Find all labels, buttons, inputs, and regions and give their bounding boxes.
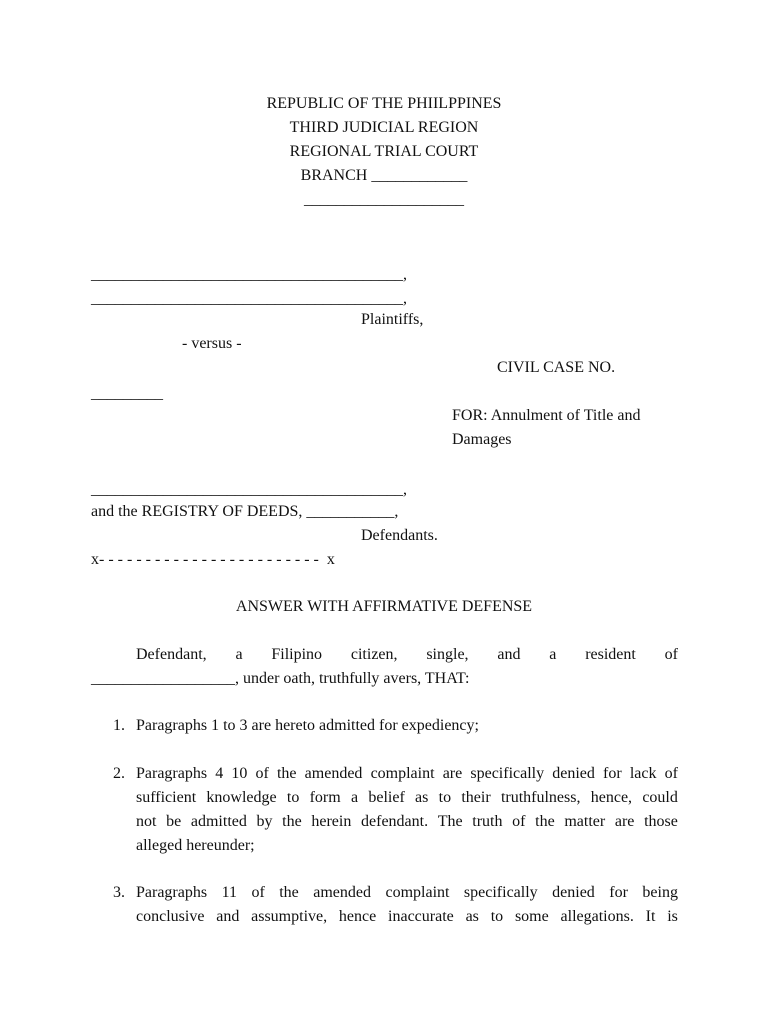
- intro-word: single,: [426, 646, 469, 663]
- plaintiff-name-blank-2: _______________________________________,: [91, 290, 407, 307]
- justified-word: to: [286, 789, 300, 806]
- paragraph-1-line: Paragraphs 1 to 3 are hereto admitted for expediency;: [136, 717, 479, 734]
- nature-of-action-line1: FOR: Annulment of Title and: [452, 407, 641, 424]
- justified-word: the: [276, 765, 297, 782]
- paragraph-number: 2.: [113, 765, 125, 782]
- justified-word: matter: [564, 813, 606, 830]
- justified-word: 4: [215, 765, 224, 782]
- justified-word: It: [645, 908, 656, 925]
- justified-word: are: [442, 765, 463, 782]
- justified-word: belief: [368, 789, 405, 806]
- defendants-label: Defendants.: [361, 527, 438, 544]
- justified-word: denied: [552, 884, 595, 901]
- justified-word: lack: [629, 765, 657, 782]
- justified-word: defendant.: [361, 813, 429, 830]
- justified-word: to: [490, 908, 504, 925]
- justified-word: truthfulness,: [500, 789, 581, 806]
- justified-word: are: [614, 813, 635, 830]
- case-number-blank: _________: [91, 385, 163, 402]
- justified-word: inaccurate: [388, 908, 454, 925]
- paragraph-3-line: [136, 885, 678, 901]
- justified-word: allegations.: [560, 908, 634, 925]
- justified-word: of: [664, 765, 678, 782]
- intro-line-2: __________________, under oath, truthfully avers, THAT:: [91, 670, 470, 687]
- justified-word: and: [216, 908, 240, 925]
- justified-word: conclusive: [136, 908, 205, 925]
- justified-word: for: [609, 884, 628, 901]
- justified-word: The: [437, 813, 463, 830]
- justified-word: could: [642, 789, 678, 806]
- paragraph-number: 3.: [113, 884, 125, 901]
- justified-word: some: [514, 908, 549, 925]
- justified-word: is: [667, 908, 678, 925]
- justified-word: truth: [472, 813, 503, 830]
- paragraph-2-line: [136, 790, 678, 806]
- justified-word: to: [438, 789, 452, 806]
- intro-word: a: [235, 646, 243, 663]
- intro-word: Defendant,: [136, 646, 207, 663]
- defendant-name-blank: _______________________________________,: [91, 481, 407, 498]
- justified-word: form: [309, 789, 341, 806]
- paragraph-2-line: alleged hereunder;: [136, 837, 255, 854]
- justified-word: not: [136, 813, 157, 830]
- justified-word: by: [256, 813, 273, 830]
- intro-word: Filipino: [271, 646, 323, 663]
- justified-word: complaint: [370, 765, 435, 782]
- plaintiffs-label: Plaintiffs,: [361, 311, 424, 328]
- defendant-registry-of-deeds: and the REGISTRY OF DEEDS, ___________,: [91, 503, 399, 520]
- paragraph-2-line: [136, 766, 678, 782]
- justified-word: their: [461, 789, 491, 806]
- justified-word: amended: [304, 765, 363, 782]
- intro-line-1: [136, 647, 678, 663]
- header-branch: BRANCH ____________: [300, 167, 468, 184]
- justified-word: 10: [231, 765, 248, 782]
- justified-word: the: [279, 884, 299, 901]
- justified-word: being: [642, 884, 678, 901]
- justified-word: for: [603, 765, 622, 782]
- paragraph-2-line: [136, 814, 678, 830]
- justified-word: complaint: [385, 884, 450, 901]
- civil-case-number: CIVIL CASE NO.: [497, 359, 616, 376]
- justified-word: be: [166, 813, 182, 830]
- justified-word: those: [644, 813, 678, 830]
- header-place-blank: ____________________: [304, 191, 464, 208]
- header-republic: REPUBLIC OF THE PHIILPPINES: [266, 95, 502, 112]
- justified-word: Paragraphs: [136, 765, 208, 782]
- intro-word: and: [497, 646, 521, 663]
- pleading-title: ANSWER WITH AFFIRMATIVE DEFENSE: [235, 598, 533, 615]
- justified-word: the: [535, 813, 555, 830]
- paragraph-3-line: [136, 909, 678, 925]
- justified-word: the: [282, 813, 302, 830]
- intro-word: a: [549, 646, 557, 663]
- justified-word: as: [415, 789, 429, 806]
- justified-word: 11: [221, 884, 237, 901]
- nature-of-action-line2: Damages: [452, 431, 512, 448]
- justified-word: Paragraphs: [136, 884, 208, 901]
- justified-word: hence,: [590, 789, 633, 806]
- justified-word: assumptive,: [251, 908, 328, 925]
- justified-word: of: [251, 884, 265, 901]
- paragraph-number: 1.: [113, 717, 125, 734]
- justified-word: of: [512, 813, 526, 830]
- header-judicial-region: THIRD JUDICIAL REGION: [289, 119, 479, 136]
- justified-word: denied: [552, 765, 595, 782]
- intro-word: of: [664, 646, 678, 663]
- justified-word: specifically: [470, 765, 545, 782]
- justified-word: specifically: [463, 884, 538, 901]
- justified-word: as: [465, 908, 479, 925]
- intro-word: citizen,: [350, 646, 398, 663]
- justified-word: herein: [311, 813, 352, 830]
- versus-label: - versus -: [182, 335, 242, 352]
- justified-word: hence: [338, 908, 377, 925]
- justified-word: a: [350, 789, 359, 806]
- justified-word: knowledge: [206, 789, 277, 806]
- justified-word: amended: [313, 884, 371, 901]
- justified-word: sufficient: [136, 789, 197, 806]
- plaintiff-name-blank-1: _______________________________________,: [91, 266, 407, 283]
- justified-word: admitted: [190, 813, 247, 830]
- header-trial-court: REGIONAL TRIAL COURT: [289, 143, 479, 160]
- justified-word: of: [255, 765, 269, 782]
- caption-separator: x- - - - - - - - - - - - - - - - - - - - - - - - x: [91, 551, 335, 568]
- intro-word: resident: [585, 646, 636, 663]
